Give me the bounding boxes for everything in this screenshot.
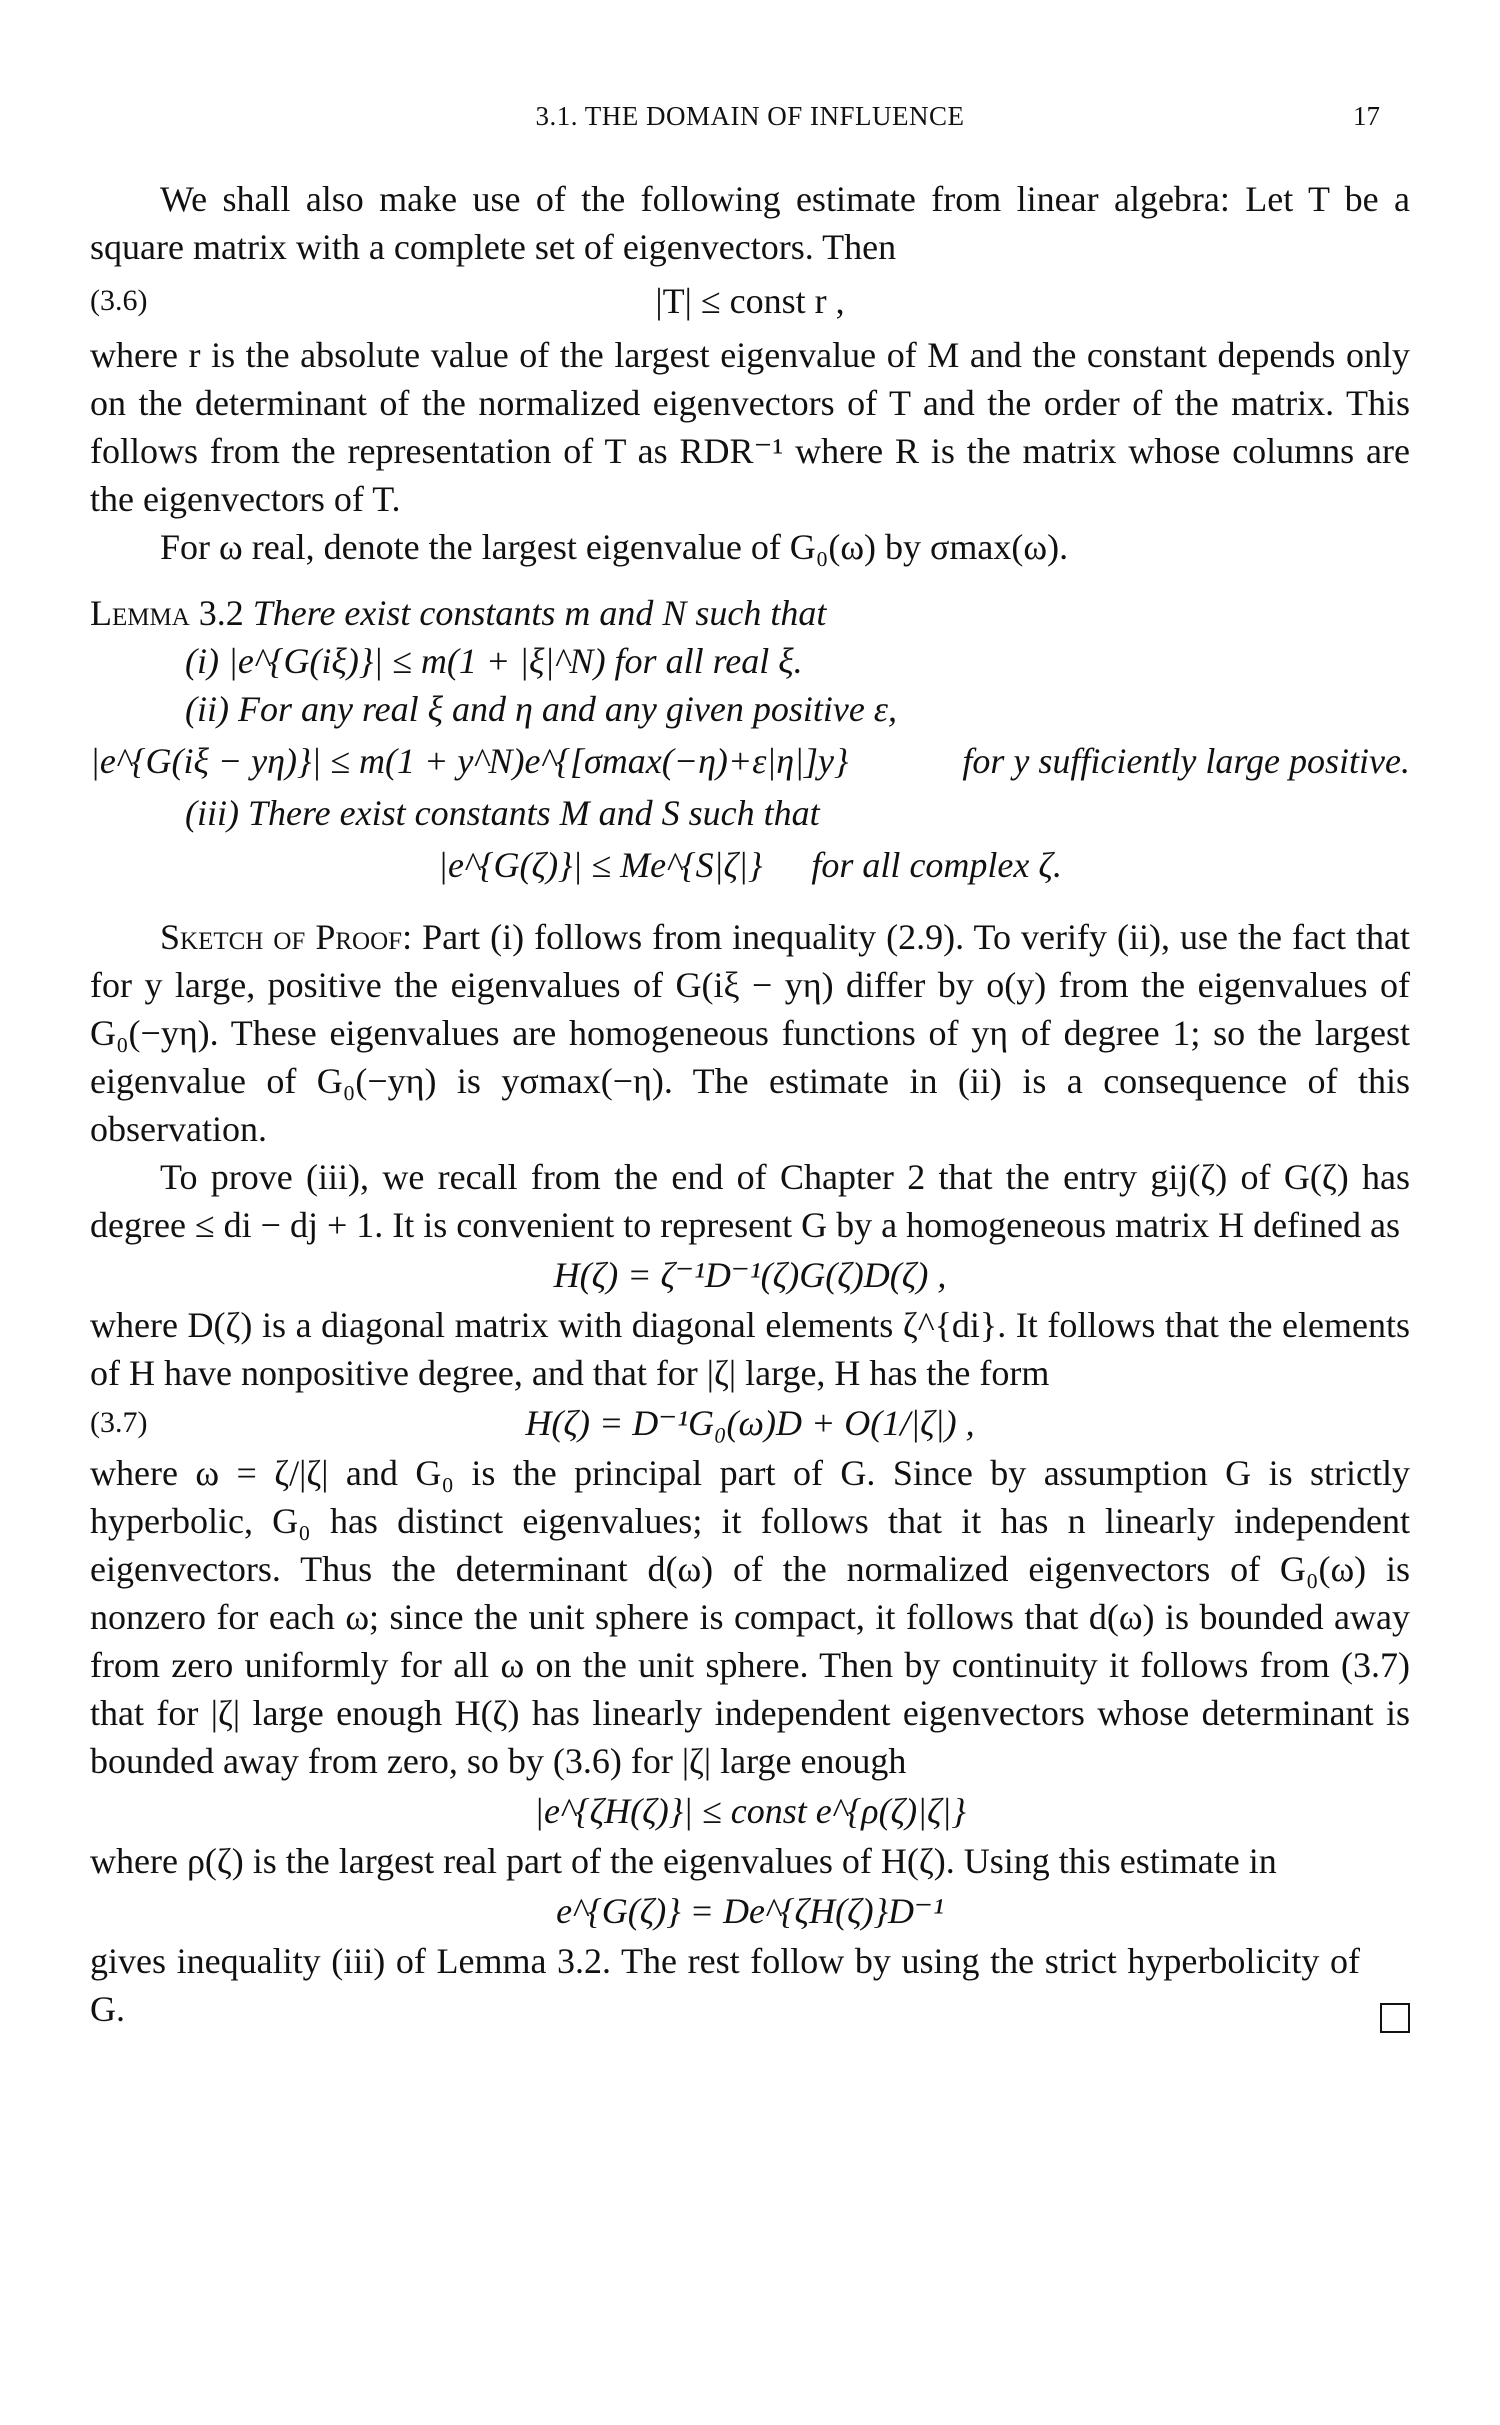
lemma-statement: There exist constants m and N such that	[252, 593, 827, 633]
running-title: 3.1. THE DOMAIN OF INFLUENCE	[535, 101, 965, 131]
paragraph-intro: We shall also make use of the following estimate from linear algebra: Let T be a square matrix with a complete set of eigenvectors. Then	[90, 179, 1410, 267]
equation-number: (3.7)	[90, 1406, 148, 1439]
lemma-item-iii-equation	[90, 837, 1410, 893]
qed-box-icon	[1380, 1995, 1410, 2043]
lemma-item-ii-equation	[90, 733, 1410, 789]
proof-paragraph-1	[90, 913, 1410, 1153]
equation-body: |T| ≤ const r ,	[655, 281, 845, 321]
lemma-heading	[90, 589, 1410, 637]
proof-conclusion	[90, 1937, 1410, 2033]
equation-body: |e^{ζH(ζ)}| ≤ const e^{ρ(ζ)|ζ|}	[534, 1791, 966, 1831]
equation-body: e^{G(ζ)} = De^{ζH(ζ)}D⁻¹	[556, 1891, 944, 1931]
equation-3-7	[90, 1397, 1410, 1449]
equation-exp-estimate	[90, 1785, 1410, 1837]
page-number: 17	[1353, 101, 1380, 131]
proof-paragraph-3: where D(ζ) is a diagonal matrix with diagonal elements ζ^{di}. It follows that the elements of H have nonpositive degree, and that for |ζ| large, H has the form	[90, 1305, 1410, 1393]
lemma-item-ii: (ii) For any real ξ and η and any given positive ε,	[185, 689, 897, 729]
running-header	[90, 96, 1410, 136]
paragraph-sigma: For ω real, denote the largest eigenvalue of G₀(ω) by σmax(ω).	[160, 527, 1069, 567]
equation-3-6	[90, 275, 1410, 327]
proof-paragraph-6: gives inequality (iii) of Lemma 3.2. The rest follow by using the strict hyperbolicity of G.	[90, 1941, 1360, 2029]
equation-condition: for all complex ζ.	[811, 845, 1062, 885]
equation-body: H(ζ) = ζ⁻¹D⁻¹(ζ)G(ζ)D(ζ) ,	[553, 1255, 947, 1295]
equation-body: H(ζ) = D⁻¹G₀(ω)D + O(1/|ζ|) ,	[525, 1403, 975, 1443]
lemma-item-i: (i) |e^{G(iξ)}| ≤ m(1 + |ξ|^N) for all real ξ.	[185, 641, 803, 681]
paragraph-estimate: where r is the absolute value of the largest eigenvalue of M and the constant depends only on the determinant of the normalized eigenvectors of T and the order of the matrix. This follows from the representation of T as RDR⁻¹ where R is the matrix whose columns are the eigenvectors of T.	[90, 335, 1410, 519]
equation-body: |e^{G(ζ)}| ≤ Me^{S|ζ|}	[438, 845, 763, 885]
proof-paragraph-4: where ω = ζ/|ζ| and G₀ is the principal part of G. Since by assumption G is strictly hyperbolic, G₀ has distinct eigenvalues; it follows that it has n linearly independent eigenvectors. Thus the determinant d(ω) of the normalized eigenvectors of G₀(ω) is nonzero for each ω; since the unit sphere is compact, it follows that d(ω) is bounded away from zero uniformly for all ω on the unit sphere. Then by continuity it follows from (3.7) that for |ζ| large enough H(ζ) has linearly independent eigenvectors whose determinant is bounded away from zero, so by (3.6) for |ζ| large enough	[90, 1453, 1410, 1781]
equation-body: |e^{G(iξ − yη)}| ≤ m(1 + y^N)e^{[σmax(−η)+ε|η|]y}	[90, 741, 849, 781]
lemma-item-iii: (iii) There exist constants M and S such that	[185, 793, 820, 833]
equation-number: (3.6)	[90, 284, 148, 317]
proof-paragraph-5: where ρ(ζ) is the largest real part of the eigenvalues of H(ζ). Using this estimate in	[90, 1841, 1277, 1881]
equation-H	[90, 1249, 1410, 1301]
equation-eG	[90, 1885, 1410, 1937]
equation-condition: for y sufficiently large positive.	[962, 741, 1410, 781]
proof-text: Part (i) follows from inequality (2.9). To verify (ii), use the fact that for y large, positive the eigenvalues of G(iξ − yη) differ by o(y) from the eigenvalues of G₀(−yη). These eigenvalues are homogeneous functions of yη of degree 1; so the largest eigenvalue of G₀(−yη) is yσmax(−η). The estimate in (ii) is a consequence of this observation.	[90, 917, 1410, 1149]
proof-label: Sketch of Proof:	[160, 917, 413, 957]
proof-paragraph-2: To prove (iii), we recall from the end of Chapter 2 that the entry gij(ζ) of G(ζ) has degree ≤ di − dj + 1. It is convenient to represent G by a homogeneous matrix H defined as	[90, 1157, 1410, 1245]
page-body	[90, 175, 1410, 2033]
lemma-label: Lemma 3.2	[90, 593, 244, 633]
